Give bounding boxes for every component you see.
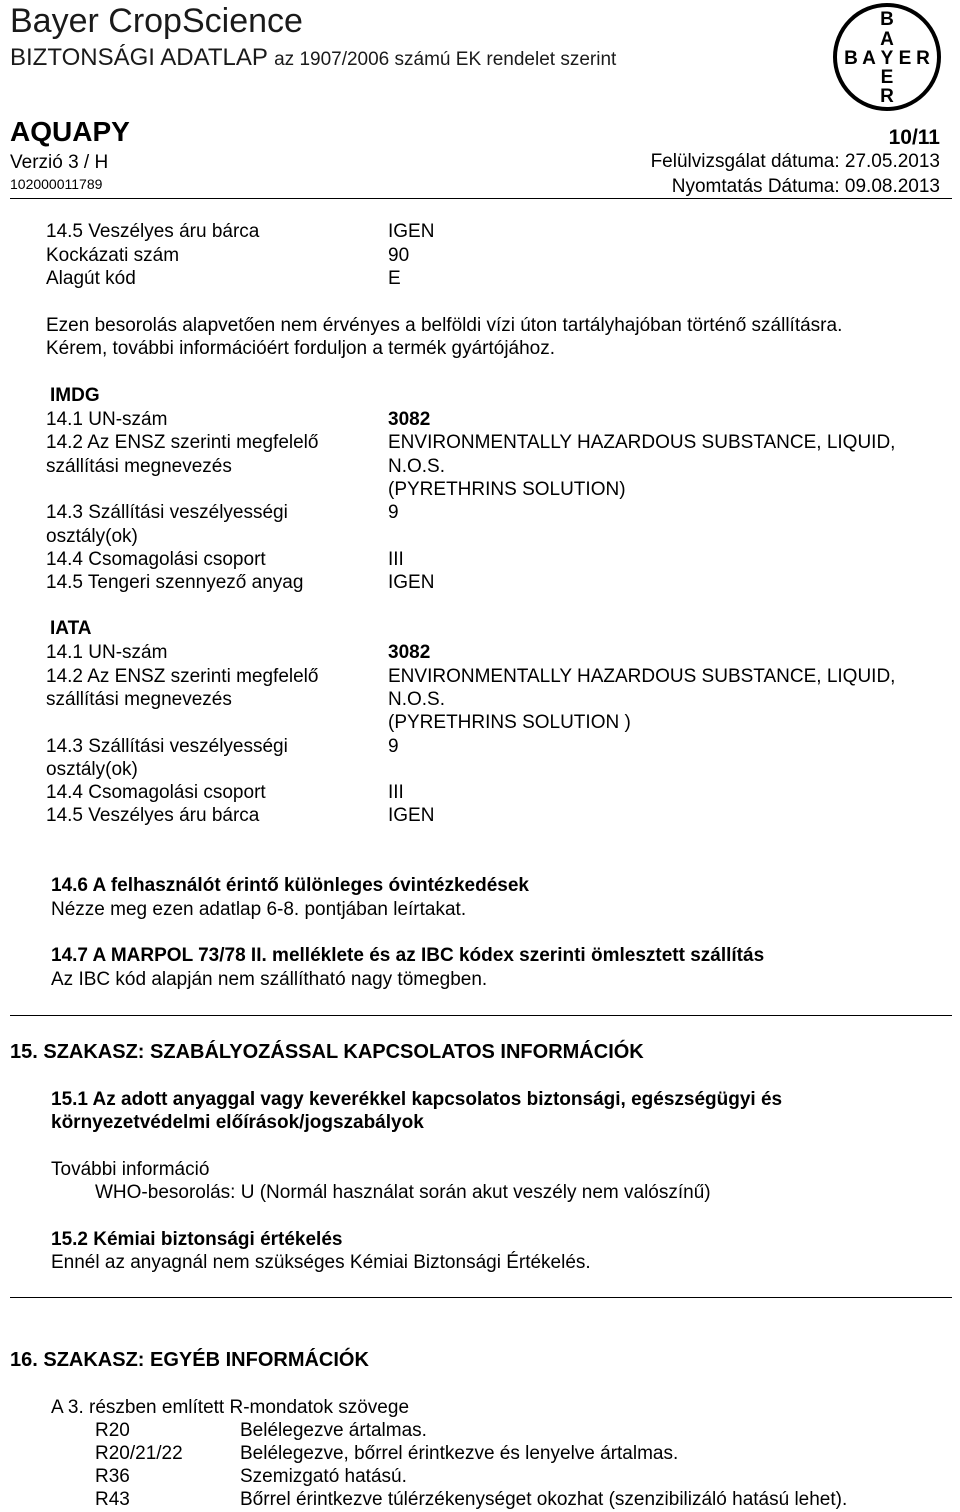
- imdg-heading: IMDG: [50, 385, 100, 406]
- logo-letter-e-bottom: E: [880, 67, 894, 88]
- iata-un-label: 14.1 UN-szám: [46, 642, 168, 663]
- imdg-un-value: 3082: [388, 409, 431, 430]
- iata-name-value-2: N.O.S.: [388, 689, 446, 710]
- who-classification: WHO-besorolás: U (Normál használat során akut veszély nem valószínű): [95, 1182, 711, 1203]
- logo-letter-a-left: A: [862, 48, 876, 69]
- adr-hazard-number-value: 90: [388, 245, 410, 266]
- r-phrases-intro: A 3. részben említett R-mondatok szövege: [51, 1397, 410, 1418]
- imdg-class-label-1: 14.3 Szállítási veszélyességi: [46, 502, 288, 523]
- logo-letter-e-right: E: [898, 48, 912, 69]
- page-number: 10/11: [888, 126, 940, 149]
- section-14-7-title: 14.7 A MARPOL 73/78 II. melléklete és az IBC kódex szerinti ömlesztett szállítás: [51, 945, 765, 966]
- section-15-divider: [10, 1015, 952, 1016]
- adr-note-line-1: Ezen besorolás alapvetően nem érvényes a belföldi vízi úton tartályhajóban történő szállításra.: [46, 315, 843, 336]
- r-phrase-code: R20: [95, 1420, 130, 1441]
- iata-name-value-1: ENVIRONMENTALLY HAZARDOUS SUBSTANCE, LIQUID,: [388, 666, 896, 687]
- imdg-class-label-2: osztály(ok): [46, 526, 138, 547]
- logo-letter-r-bottom: R: [880, 86, 894, 107]
- r-phrase-code: R36: [95, 1466, 130, 1487]
- document-title-main: BIZTONSÁGI ADATLAP: [10, 44, 268, 71]
- logo-letter-r-right: R: [916, 48, 930, 69]
- r-phrase-text: Belélegezve, bőrrel érintkezve és lenyelve ártalmas.: [240, 1443, 679, 1464]
- product-name: AQUAPY: [10, 116, 130, 147]
- imdg-class-value: 9: [388, 502, 399, 523]
- imdg-name-label-2: szállítási megnevezés: [46, 456, 232, 477]
- further-info-label: További információ: [51, 1159, 210, 1180]
- section-15-title: 15. SZAKASZ: SZABÁLYOZÁSSAL KAPCSOLATOS INFORMÁCIÓK: [10, 1041, 644, 1063]
- logo-letter-b-left: B: [844, 48, 858, 69]
- document-title-regulation: az 1907/2006 számú EK rendelet szerint: [274, 49, 617, 70]
- logo-letter-b-top: B: [880, 9, 894, 30]
- iata-packing-group-label: 14.4 Csomagolási csoport: [46, 782, 266, 803]
- adr-label-row-value: IGEN: [388, 221, 435, 242]
- iata-hazard-label-label: 14.5 Veszélyes áru bárca: [46, 805, 260, 826]
- imdg-name-value-1: ENVIRONMENTALLY HAZARDOUS SUBSTANCE, LIQUID,: [388, 432, 896, 453]
- r-phrase-text: Belélegezve ártalmas.: [240, 1420, 427, 1441]
- section-15-2-title: 15.2 Kémiai biztonsági értékelés: [51, 1229, 343, 1250]
- section-14-6-title: 14.6 A felhasználót érintő különleges óvintézkedések: [51, 875, 529, 896]
- iata-class-label-2: osztály(ok): [46, 759, 138, 780]
- iata-name-value-3: (PYRETHRINS SOLUTION ): [388, 712, 631, 733]
- product-code: 102000011789: [10, 176, 103, 192]
- imdg-packing-group-label: 14.4 Csomagolási csoport: [46, 549, 266, 570]
- company-name: Bayer CropScience: [10, 2, 303, 40]
- iata-name-label-1: 14.2 Az ENSZ szerinti megfelelő: [46, 666, 319, 687]
- section-16-divider: [10, 1297, 952, 1298]
- imdg-marine-pollutant-label: 14.5 Tengeri szennyező anyag: [46, 572, 304, 593]
- logo-letter-a-top: A: [880, 29, 894, 50]
- iata-class-value: 9: [388, 736, 399, 757]
- imdg-name-label-1: 14.2 Az ENSZ szerinti megfelelő: [46, 432, 319, 453]
- r-phrase-text: Szemizgató hatású.: [240, 1466, 407, 1487]
- iata-name-label-2: szállítási megnevezés: [46, 689, 232, 710]
- version-label: Verzió 3 / H: [10, 152, 109, 173]
- iata-class-label-1: 14.3 Szállítási veszélyességi: [46, 736, 288, 757]
- print-date: Nyomtatás Dátuma: 09.08.2013: [671, 176, 940, 197]
- iata-heading: IATA: [50, 618, 92, 639]
- section-14-6-text: Nézze meg ezen adatlap 6-8. pontjában leírtakat.: [51, 899, 467, 920]
- adr-tunnel-code-label: Alagút kód: [46, 268, 136, 289]
- document-title: [10, 44, 616, 72]
- r-phrase-code: R20/21/22: [95, 1443, 183, 1464]
- logo-letter-y-center: Y: [880, 48, 894, 69]
- section-15-2-text: Ennél az anyagnál nem szükséges Kémiai Biztonsági Értékelés.: [51, 1252, 591, 1273]
- imdg-name-value-3: (PYRETHRINS SOLUTION): [388, 479, 626, 500]
- iata-hazard-label-value: IGEN: [388, 805, 435, 826]
- adr-hazard-number-label: Kockázati szám: [46, 245, 180, 266]
- section-16-title: 16. SZAKASZ: EGYÉB INFORMÁCIÓK: [10, 1349, 369, 1371]
- imdg-packing-group-value: III: [388, 549, 404, 570]
- adr-tunnel-code-value: E: [388, 268, 401, 289]
- r-phrase-text: Bőrrel érintkezve túlérzékenységet okozhat (szenzibilizáló hatású lehet).: [240, 1489, 848, 1510]
- revision-date: Felülvizsgálat dátuma: 27.05.2013: [650, 151, 940, 172]
- section-15-1-title-line-1: 15.1 Az adott anyaggal vagy keverékkel kapcsolatos biztonsági, egészségügyi és: [51, 1089, 783, 1110]
- header-divider: [10, 198, 952, 199]
- imdg-name-value-2: N.O.S.: [388, 456, 446, 477]
- iata-packing-group-value: III: [388, 782, 404, 803]
- bayer-cross-logo: [832, 2, 942, 112]
- section-15-1-title-line-2: környezetvédelmi előírások/jogszabályok: [51, 1112, 424, 1133]
- adr-label-row-label: 14.5 Veszélyes áru bárca: [46, 221, 260, 242]
- section-14-7-text: Az IBC kód alapján nem szállítható nagy tömegben.: [51, 969, 488, 990]
- imdg-un-label: 14.1 UN-szám: [46, 409, 168, 430]
- iata-un-value: 3082: [388, 642, 431, 663]
- r-phrase-code: R43: [95, 1489, 130, 1510]
- adr-note-line-2: Kérem, további információért forduljon a termék gyártójához.: [46, 338, 556, 359]
- imdg-marine-pollutant-value: IGEN: [388, 572, 435, 593]
